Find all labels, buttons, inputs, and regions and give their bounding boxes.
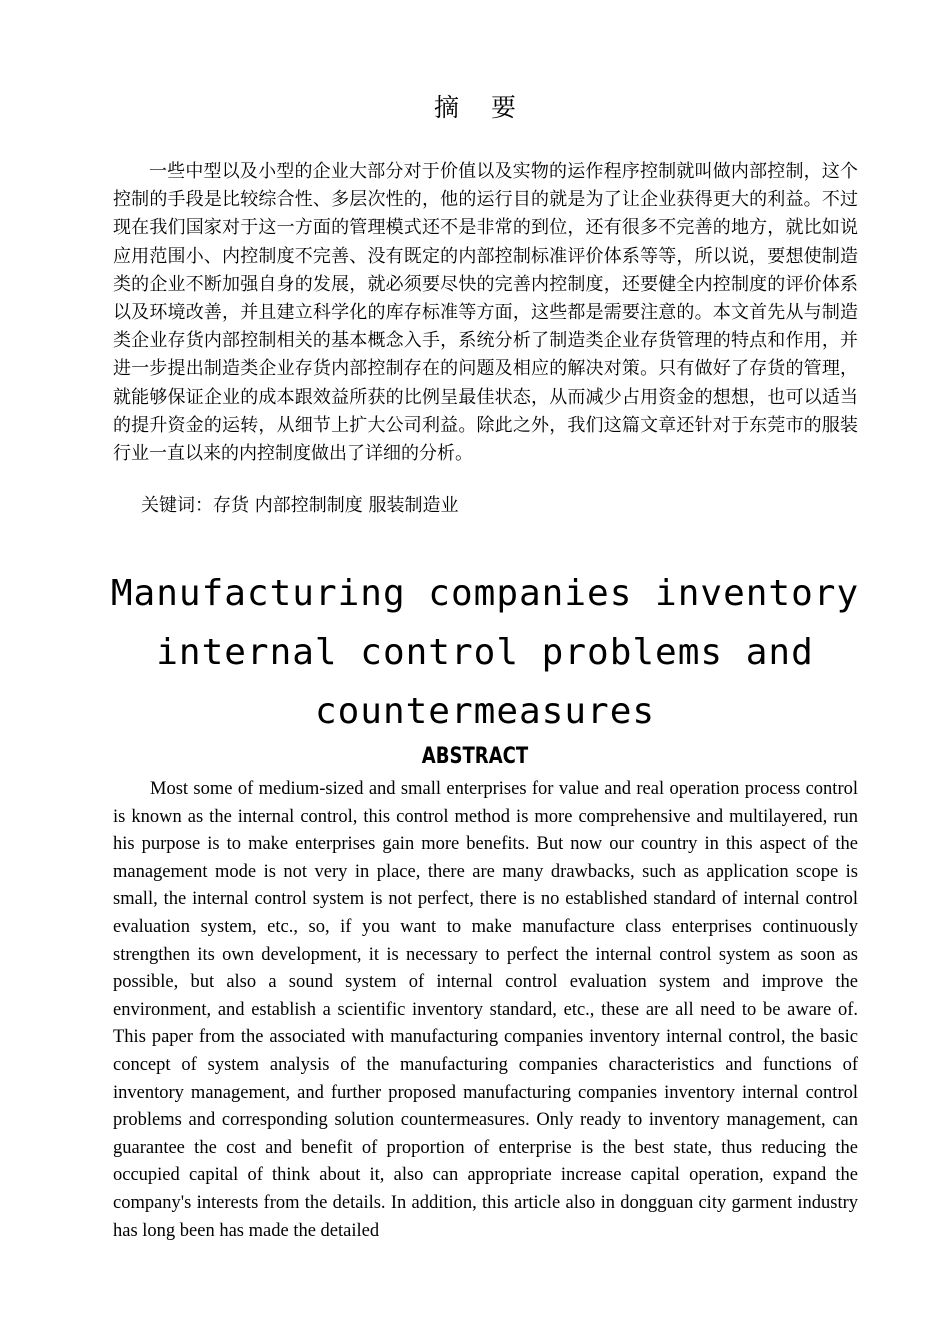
english-paper-title: Manufacturing companies inventory internal control problems and countermeasures xyxy=(110,573,860,732)
chinese-abstract-title: 摘 要 xyxy=(434,93,528,122)
english-abstract-heading: ABSTRACT xyxy=(421,744,529,769)
chinese-keywords: 关键词：存货 内部控制制度 服装制造业 xyxy=(141,495,459,516)
english-abstract-body: Most some of medium-sized and small enterprises for value and real operation process control is known as the internal control, this control method is more comprehensive and multilayered, run his purpose is to make enterprises gain more benefits. But now our country in this aspect of the management mode is not very in place, there are many drawbacks, such as application scope is small, the internal control system is not perfect, there is no established standard of internal control evaluation system, etc., so, if you want to make manufacture class enterprises continuously strengthen its own development, it is necessary to perfect the internal control system as soon as possible, but also a sound system of internal control evaluation system and improve the environment, and establish a scientific inventory standard, etc., these are all need to be aware of. This paper from the associated with manufacturing companies inventory internal control, the basic concept of system analysis of the manufacturing companies characteristics and functions of inventory management, and further proposed manufacturing companies inventory internal control problems and corresponding solution countermeasures. Only ready to inventory management, can guarantee the cost and benefit of proportion of enterprise is the best state, thus reducing the occupied capital of think about it, also can appropriate increase capital operation, expand the company's interests from the details. In addition, this article also in dongguan city garment industry has long been has made the detailed xyxy=(113,779,858,1241)
chinese-abstract-body: 一些中型以及小型的企业大部分对于价值以及实物的运作程序控制就叫做内部控制，这个控制的手段是比较综合性、多层次性的，他的运行目的就是为了让企业获得更大的利益。不过现在我们国家对于这一方面的管理模式还不是非常的到位，还有很多不完善的地方，就比如说应用范围小、内控制度不完善、没有既定的内部控制标准评价体系等等，所以说，要想使制造类的企业不断加强自身的发展，就必须要尽快的完善内控制度，还要健全内控制度的评价体系以及环境改善，并且建立科学化的库存标准等方面，这些都是需要注意的。本文首先从与制造类企业存货内部控制相关的基本概念入手，系统分析了制造类企业存货管理的特点和作用，并进一步提出制造类企业存货内部控制存在的问题及相应的解决对策。只有做好了存货的管理，就能够保证企业的成本跟效益所获的比例呈最佳状态，从而减少占用资金的想想，也可以适当的提升资金的运转，从细节上扩大公司利益。除此之外，我们这篇文章还针对于东莞市的服装行业一直以来的内控制度做出了详细的分析。 xyxy=(113,161,858,465)
